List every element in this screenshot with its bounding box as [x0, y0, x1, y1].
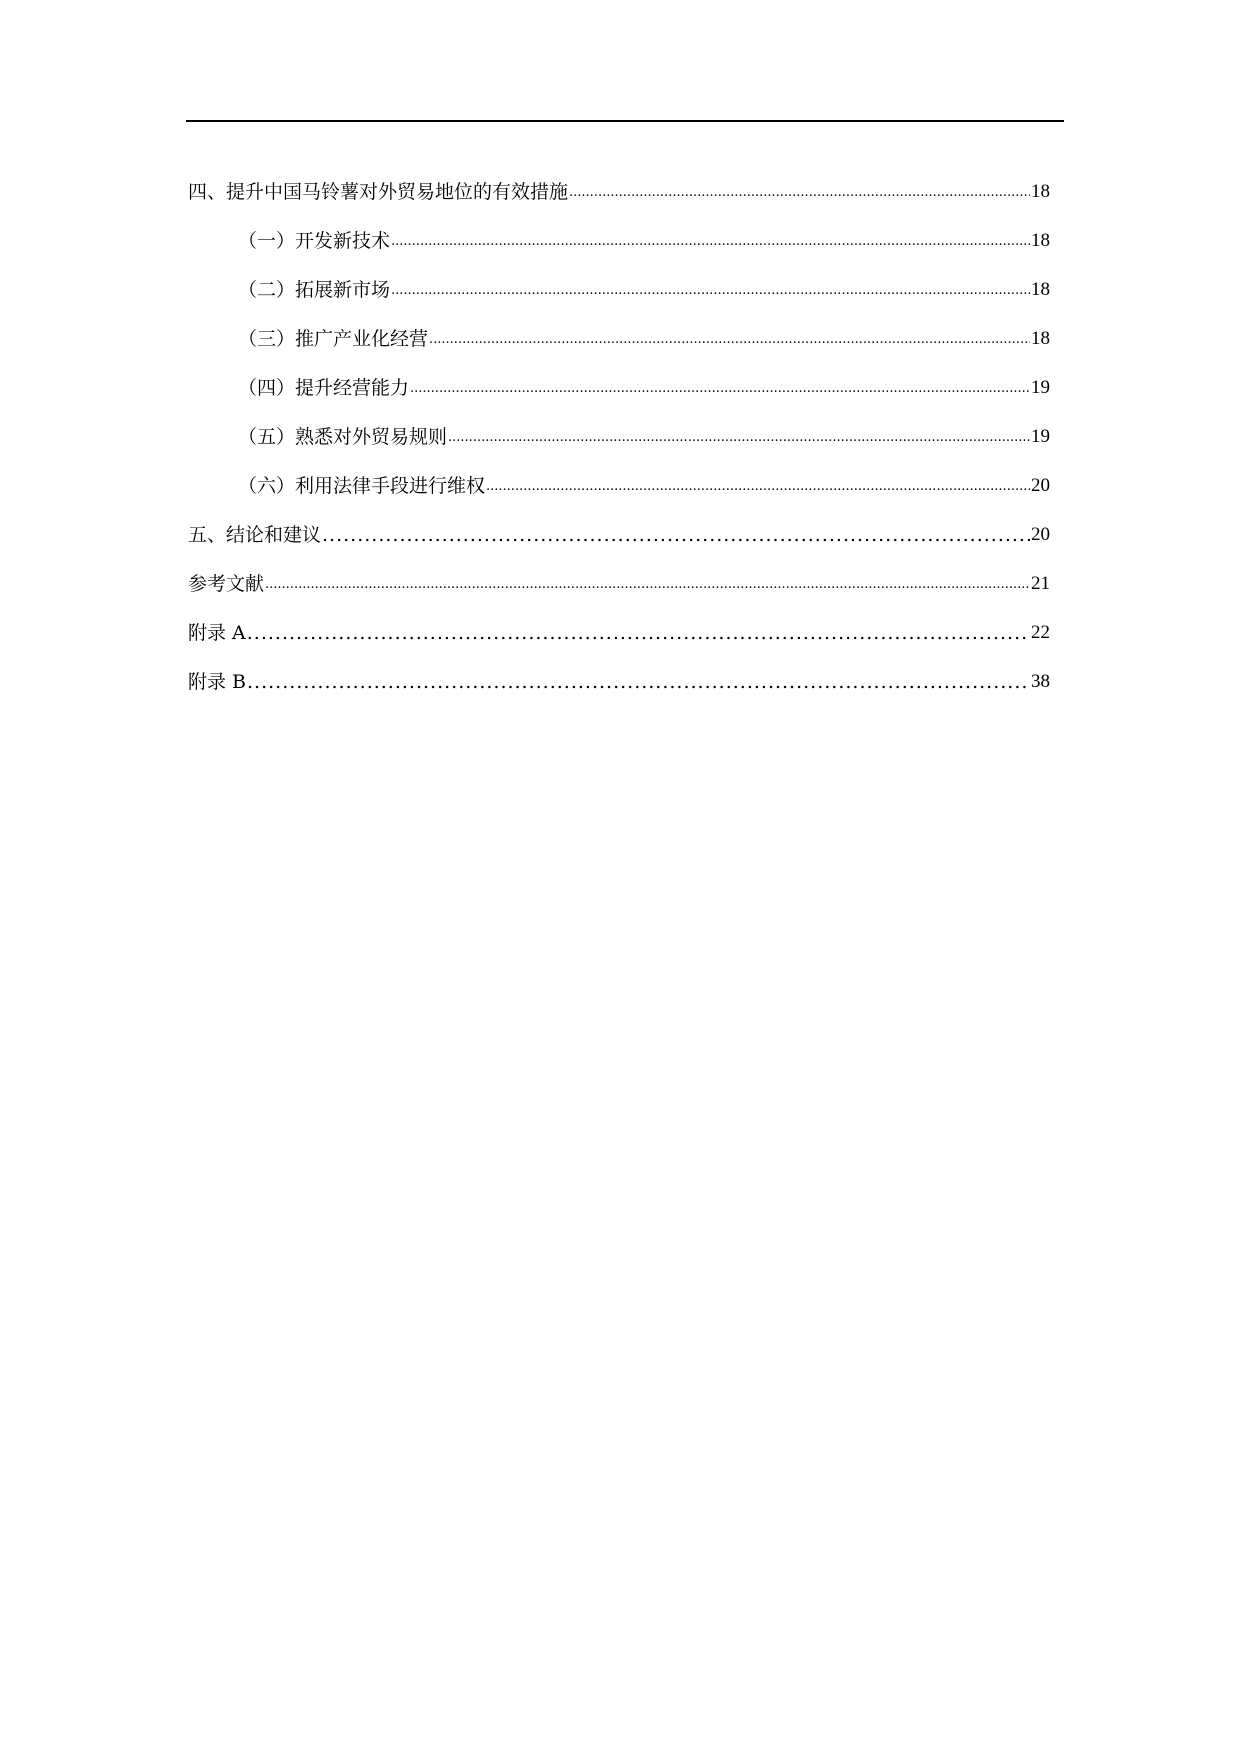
toc-page-number: 20 [1031, 524, 1050, 545]
toc-dot-leader [391, 234, 1030, 250]
toc-page-number: 22 [1031, 622, 1050, 643]
toc-entry-section-5[interactable] [188, 498, 1050, 547]
toc-entry-title: 参考文献 [188, 573, 265, 595]
toc-dot-leader [569, 185, 1030, 201]
toc-entry-4-2[interactable] [188, 253, 1050, 302]
toc-entry-4-3[interactable] [188, 302, 1050, 351]
toc-entry-title: （六）利用法律手段进行维权 [238, 475, 486, 497]
toc-dot-leader [391, 283, 1030, 299]
table-of-contents [188, 155, 1050, 694]
toc-page-number: 18 [1031, 181, 1050, 202]
toc-page-number: 18 [1031, 230, 1050, 251]
toc-entry-4-5[interactable] [188, 400, 1050, 449]
toc-page-number: 19 [1031, 377, 1050, 398]
toc-dot-leader [265, 577, 1030, 593]
toc-entry-title: （一）开发新技术 [238, 230, 391, 252]
toc-page-number: 21 [1031, 573, 1050, 594]
toc-page-number: 18 [1031, 328, 1050, 349]
toc-dot-leader [322, 523, 1030, 547]
toc-entry-title: 附录 A [188, 622, 246, 644]
toc-dot-leader [448, 430, 1030, 446]
toc-entry-4-6[interactable] [188, 449, 1050, 498]
toc-entry-title: 四、提升中国马铃薯对外贸易地位的有效措施 [188, 181, 569, 203]
toc-entry-appendix-a[interactable] [188, 596, 1050, 645]
toc-entry-title: （三）推广产业化经营 [238, 328, 429, 350]
toc-entry-title: （五）熟悉对外贸易规则 [238, 426, 448, 448]
toc-entry-4-4[interactable] [188, 351, 1050, 400]
toc-page-number: 19 [1031, 426, 1050, 447]
toc-entry-title: （二）拓展新市场 [238, 279, 391, 301]
toc-dot-leader [429, 332, 1030, 348]
toc-entry-title: 附录 B [188, 671, 247, 693]
toc-entry-title: （四）提升经营能力 [238, 377, 410, 399]
toc-dot-leader [486, 479, 1030, 495]
toc-entry-references[interactable] [188, 547, 1050, 596]
header-rule [186, 120, 1064, 122]
toc-page-number: 18 [1031, 279, 1050, 300]
toc-entry-section-4[interactable] [188, 155, 1050, 204]
toc-dot-leader [247, 621, 1030, 645]
toc-dot-leader [410, 381, 1030, 397]
toc-dot-leader [247, 670, 1030, 694]
toc-entry-appendix-b[interactable] [188, 645, 1050, 694]
toc-page-number: 20 [1031, 475, 1050, 496]
toc-entry-title: 五、结论和建议 [188, 524, 322, 546]
toc-entry-4-1[interactable] [188, 204, 1050, 253]
toc-page-number: 38 [1031, 671, 1050, 692]
